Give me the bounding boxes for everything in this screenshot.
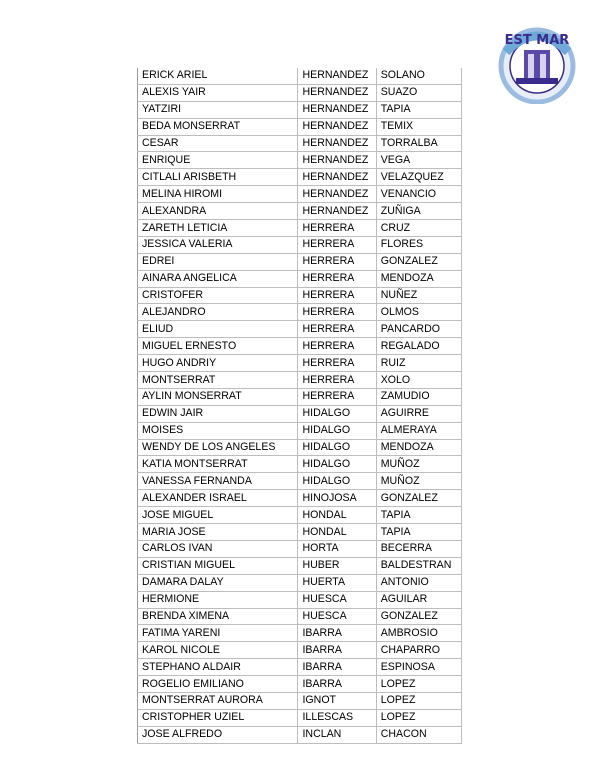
first-names-cell: BEDA MONSERRAT: [138, 118, 298, 135]
first-names-cell: BRENDA XIMENA: [138, 608, 298, 625]
table-row: [138, 625, 462, 642]
maternal-surname-cell: TAPIA: [376, 101, 461, 118]
first-names-cell: JOSE MIGUEL: [138, 507, 298, 524]
maternal-surname-cell: VEGA: [376, 152, 461, 169]
first-names-cell: CITLALI ARISBETH: [138, 169, 298, 186]
maternal-surname-cell: NUÑEZ: [376, 287, 461, 304]
table-row: [138, 253, 462, 270]
maternal-surname-cell: VENANCIO: [376, 186, 461, 203]
table-row: [138, 304, 462, 321]
maternal-surname-cell: CHAPARRO: [376, 642, 461, 659]
first-names-cell: HUGO ANDRIY: [138, 355, 298, 372]
maternal-surname-cell: VELAZQUEZ: [376, 169, 461, 186]
maternal-surname-cell: OLMOS: [376, 304, 461, 321]
table-row: [138, 372, 462, 389]
maternal-surname-cell: XOLO: [376, 372, 461, 389]
maternal-surname-cell: ZAMUDIO: [376, 388, 461, 405]
table-row: [138, 676, 462, 693]
table-row: [138, 338, 462, 355]
maternal-surname-cell: GONZALEZ: [376, 490, 461, 507]
table-row: [138, 287, 462, 304]
paternal-surname-cell: HERRERA: [298, 321, 376, 338]
table-row: [138, 659, 462, 676]
paternal-surname-cell: IBARRA: [298, 642, 376, 659]
paternal-surname-cell: HERNANDEZ: [298, 84, 376, 101]
table-row: [138, 68, 462, 84]
maternal-surname-cell: BALDESTRAN: [376, 557, 461, 574]
first-names-cell: ALEXANDER ISRAEL: [138, 490, 298, 507]
paternal-surname-cell: HERRERA: [298, 270, 376, 287]
first-names-cell: MARIA JOSE: [138, 524, 298, 541]
first-names-cell: ENRIQUE: [138, 152, 298, 169]
student-roster-table: [137, 68, 462, 744]
table-row: [138, 355, 462, 372]
first-names-cell: YATZIRI: [138, 101, 298, 118]
paternal-surname-cell: HERNANDEZ: [298, 169, 376, 186]
first-names-cell: EDREI: [138, 253, 298, 270]
maternal-surname-cell: TEMIX: [376, 118, 461, 135]
first-names-cell: CRISTOFER: [138, 287, 298, 304]
first-names-cell: ZARETH LETICIA: [138, 220, 298, 237]
first-names-cell: AYLIN MONSERRAT: [138, 388, 298, 405]
first-names-cell: MIGUEL ERNESTO: [138, 338, 298, 355]
logo-text: EST MAR: [504, 33, 570, 48]
table-row: [138, 169, 462, 186]
paternal-surname-cell: HIDALGO: [298, 473, 376, 490]
paternal-surname-cell: HERNANDEZ: [298, 68, 376, 84]
table-row: [138, 405, 462, 422]
paternal-surname-cell: HERRERA: [298, 220, 376, 237]
table-row: [138, 456, 462, 473]
table-row: [138, 524, 462, 541]
paternal-surname-cell: IBARRA: [298, 625, 376, 642]
paternal-surname-cell: HERRERA: [298, 372, 376, 389]
table-row: [138, 101, 462, 118]
paternal-surname-cell: HERNANDEZ: [298, 135, 376, 152]
maternal-surname-cell: TAPIA: [376, 524, 461, 541]
table-row: [138, 186, 462, 203]
first-names-cell: KAROL NICOLE: [138, 642, 298, 659]
first-names-cell: ROGELIO EMILIANO: [138, 676, 298, 693]
first-names-cell: FATIMA YARENI: [138, 625, 298, 642]
maternal-surname-cell: ANTONIO: [376, 574, 461, 591]
table-row: [138, 709, 462, 726]
maternal-surname-cell: BECERRA: [376, 540, 461, 557]
table-row: [138, 591, 462, 608]
table-row: [138, 321, 462, 338]
table-row: [138, 220, 462, 237]
table-row: [138, 540, 462, 557]
school-logo: [494, 22, 580, 104]
paternal-surname-cell: HERNANDEZ: [298, 186, 376, 203]
paternal-surname-cell: IBARRA: [298, 659, 376, 676]
first-names-cell: CESAR: [138, 135, 298, 152]
paternal-surname-cell: HERNANDEZ: [298, 152, 376, 169]
maternal-surname-cell: GONZALEZ: [376, 608, 461, 625]
paternal-surname-cell: HINOJOSA: [298, 490, 376, 507]
maternal-surname-cell: ALMERAYA: [376, 422, 461, 439]
first-names-cell: JESSICA VALERIA: [138, 236, 298, 253]
first-names-cell: ELIUD: [138, 321, 298, 338]
paternal-surname-cell: HUBER: [298, 557, 376, 574]
table-row: [138, 152, 462, 169]
paternal-surname-cell: HERRERA: [298, 253, 376, 270]
first-names-cell: KATIA MONTSERRAT: [138, 456, 298, 473]
maternal-surname-cell: CRUZ: [376, 220, 461, 237]
first-names-cell: CARLOS IVAN: [138, 540, 298, 557]
table-row: [138, 608, 462, 625]
paternal-surname-cell: HIDALGO: [298, 456, 376, 473]
paternal-surname-cell: HERRERA: [298, 236, 376, 253]
paternal-surname-cell: HIDALGO: [298, 422, 376, 439]
table-row: [138, 507, 462, 524]
table-row: [138, 84, 462, 101]
maternal-surname-cell: MENDOZA: [376, 270, 461, 287]
table-row: [138, 692, 462, 709]
first-names-cell: CRISTIAN MIGUEL: [138, 557, 298, 574]
table-row: [138, 473, 462, 490]
first-names-cell: AINARA ANGELICA: [138, 270, 298, 287]
first-names-cell: CRISTOPHER UZIEL: [138, 709, 298, 726]
maternal-surname-cell: LOPEZ: [376, 676, 461, 693]
paternal-surname-cell: HERRERA: [298, 287, 376, 304]
first-names-cell: DAMARA DALAY: [138, 574, 298, 591]
first-names-cell: ERICK ARIEL: [138, 68, 298, 84]
table-row: [138, 557, 462, 574]
maternal-surname-cell: ESPINOSA: [376, 659, 461, 676]
first-names-cell: ALEXIS YAIR: [138, 84, 298, 101]
maternal-surname-cell: FLORES: [376, 236, 461, 253]
maternal-surname-cell: PANCARDO: [376, 321, 461, 338]
maternal-surname-cell: MUÑOZ: [376, 473, 461, 490]
paternal-surname-cell: HERNANDEZ: [298, 101, 376, 118]
table-row: [138, 490, 462, 507]
paternal-surname-cell: HERNANDEZ: [298, 203, 376, 220]
paternal-surname-cell: INCLAN: [298, 726, 376, 743]
paternal-surname-cell: HUERTA: [298, 574, 376, 591]
first-names-cell: VANESSA FERNANDA: [138, 473, 298, 490]
first-names-cell: HERMIONE: [138, 591, 298, 608]
maternal-surname-cell: SUAZO: [376, 84, 461, 101]
first-names-cell: ALEXANDRA: [138, 203, 298, 220]
maternal-surname-cell: REGALADO: [376, 338, 461, 355]
maternal-surname-cell: ZUÑIGA: [376, 203, 461, 220]
table-row: [138, 574, 462, 591]
first-names-cell: ALEJANDRO: [138, 304, 298, 321]
first-names-cell: WENDY DE LOS ANGELES: [138, 439, 298, 456]
first-names-cell: EDWIN JAIR: [138, 405, 298, 422]
maternal-surname-cell: LOPEZ: [376, 709, 461, 726]
paternal-surname-cell: HUESCA: [298, 608, 376, 625]
table-row: [138, 642, 462, 659]
table-row: [138, 236, 462, 253]
paternal-surname-cell: HERRERA: [298, 338, 376, 355]
maternal-surname-cell: LOPEZ: [376, 692, 461, 709]
table-row: [138, 439, 462, 456]
paternal-surname-cell: HERRERA: [298, 355, 376, 372]
paternal-surname-cell: HIDALGO: [298, 439, 376, 456]
paternal-surname-cell: HUESCA: [298, 591, 376, 608]
table-row: [138, 135, 462, 152]
paternal-surname-cell: HORTA: [298, 540, 376, 557]
paternal-surname-cell: HERRERA: [298, 304, 376, 321]
paternal-surname-cell: HERNANDEZ: [298, 118, 376, 135]
maternal-surname-cell: RUIZ: [376, 355, 461, 372]
maternal-surname-cell: TAPIA: [376, 507, 461, 524]
maternal-surname-cell: CHACON: [376, 726, 461, 743]
first-names-cell: MOISES: [138, 422, 298, 439]
maternal-surname-cell: MENDOZA: [376, 439, 461, 456]
first-names-cell: MONTSERRAT AURORA: [138, 692, 298, 709]
table-row: [138, 270, 462, 287]
table-row: [138, 388, 462, 405]
table-row: [138, 118, 462, 135]
maternal-surname-cell: AMBROSIO: [376, 625, 461, 642]
paternal-surname-cell: HIDALGO: [298, 405, 376, 422]
maternal-surname-cell: GONZALEZ: [376, 253, 461, 270]
maternal-surname-cell: AGUILAR: [376, 591, 461, 608]
maternal-surname-cell: MUÑOZ: [376, 456, 461, 473]
maternal-surname-cell: TORRALBA: [376, 135, 461, 152]
maternal-surname-cell: AGUIRRE: [376, 405, 461, 422]
paternal-surname-cell: ILLESCAS: [298, 709, 376, 726]
paternal-surname-cell: IBARRA: [298, 676, 376, 693]
paternal-surname-cell: HERRERA: [298, 388, 376, 405]
table-row: [138, 422, 462, 439]
maternal-surname-cell: SOLANO: [376, 68, 461, 84]
first-names-cell: MELINA HIROMI: [138, 186, 298, 203]
table-row: [138, 726, 462, 743]
paternal-surname-cell: HONDAL: [298, 524, 376, 541]
first-names-cell: MONTSERRAT: [138, 372, 298, 389]
paternal-surname-cell: IGNOT: [298, 692, 376, 709]
table-row: [138, 203, 462, 220]
first-names-cell: STEPHANO ALDAIR: [138, 659, 298, 676]
first-names-cell: JOSE ALFREDO: [138, 726, 298, 743]
paternal-surname-cell: HONDAL: [298, 507, 376, 524]
